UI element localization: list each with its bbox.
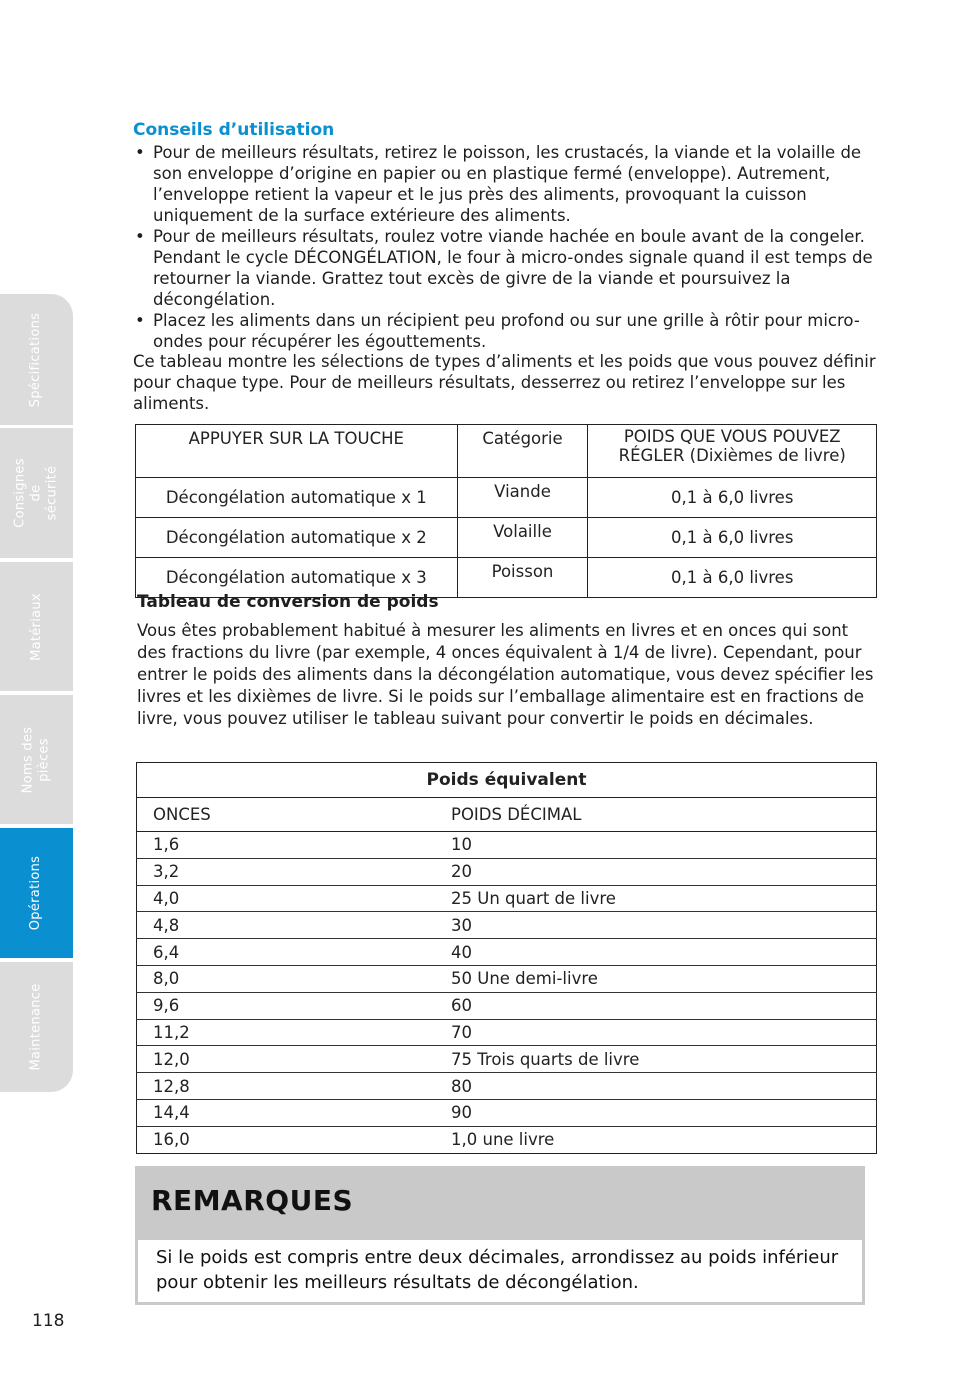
table-row (136, 478, 877, 518)
table-cell: Poisson (457, 558, 588, 598)
intro-paragraph: Ce tableau montre les sélections de types d’aliments et les poids que vous pouvez définir pour chaque type. Pour de meilleurs résultats, desserrez ou retirez l’enveloppe sur les aliments. (133, 352, 876, 413)
list-item: • Placez les aliments dans un récipient peu profond ou sur une grille à rôtir pour micro-ondes pour récupérer les égouttements. (133, 310, 893, 352)
page-number: 118 (32, 1311, 65, 1331)
table-row (137, 912, 877, 939)
table-cell: 40 (435, 939, 877, 966)
table-cell: 0,1 à 6,0 livres (588, 558, 877, 598)
tab-specifications[interactable] (0, 294, 73, 425)
table-row (137, 992, 877, 1019)
table-row (137, 1019, 877, 1046)
conversion-heading: Tableau de conversion de poids (137, 592, 439, 612)
table-row (137, 939, 877, 966)
table-title: Poids équivalent (137, 763, 877, 798)
tab-label: Maintenance (28, 983, 44, 1071)
table-header-row (136, 425, 877, 478)
tab-label: Opérations (28, 855, 44, 931)
table-row (137, 1126, 877, 1153)
table-cell: 12,0 (137, 1046, 436, 1073)
table-row (137, 1099, 877, 1126)
table-row (137, 1046, 877, 1073)
table-cell: 0,1 à 6,0 livres (588, 478, 877, 518)
table-cell: 4,0 (137, 885, 436, 912)
table-cell: 9,6 (137, 992, 436, 1019)
table-cell: 11,2 (137, 1019, 436, 1046)
table-title-row (137, 763, 877, 798)
header-cell: APPUYER SUR LA TOUCHE (136, 425, 458, 478)
table-cell: 30 (435, 912, 877, 939)
table-cell: 8,0 (137, 965, 436, 992)
table-cell: 1,6 (137, 832, 436, 859)
tips-list (133, 142, 893, 352)
conversion-paragraph: Vous êtes probablement habitué à mesurer les aliments en livres et en onces qui sont des fractions du livre (par exemple, 4 onces équivalent à 1/4 de livre). Cependant, pour entrer le poids des aliments dans la décongélation automatique, vous devez spécifier les livres et les dixièmes de livre. Si le poids sur l’emballage alimentaire est en fractions de livre, vous pouvez utiliser le tableau suivant pour convertir le poids en décimales. (137, 621, 874, 728)
table-cell: 70 (435, 1019, 877, 1046)
header-cell: ONCES (137, 798, 436, 832)
table-row (137, 965, 877, 992)
list-item: • Pour de meilleurs résultats, roulez votre viande hachée en boule avant de la congeler. Pendant le cycle DÉCONGÉLATION, le four à micro-ondes signale quand il est temps de retourner la viande. Grattez tout excès de givre de la viande et poursuivez la décongélation. (133, 226, 893, 310)
table-cell: Volaille (457, 518, 588, 558)
table-cell: 16,0 (153, 1130, 190, 1150)
header-cell: POIDS QUE VOUS POUVEZ RÉGLER (Dixièmes de livre) (588, 425, 877, 478)
table-cell: Décongélation automatique x 2 (136, 518, 458, 558)
tab-noms-des-pieces[interactable] (0, 695, 73, 824)
tab-materiaux[interactable] (0, 562, 73, 691)
tab-maintenance[interactable] (0, 962, 73, 1092)
tab-operations[interactable] (0, 828, 73, 958)
table-cell: Décongélation automatique x 3 (136, 558, 458, 598)
remarques-heading: REMARQUES (151, 1184, 354, 1217)
table-cell: 6,4 (137, 939, 436, 966)
table-cell: 75 Trois quarts de livre (435, 1046, 877, 1073)
table-row (137, 885, 877, 912)
table-cell: 25 Un quart de livre (435, 885, 877, 912)
tab-label: Noms des pièces (20, 726, 52, 793)
table-row (137, 858, 877, 885)
header-cell: POIDS DÉCIMAL (435, 798, 877, 832)
table-cell: 3,2 (137, 858, 436, 885)
defrost-table (135, 424, 877, 598)
table-cell: 50 Une demi-livre (435, 965, 877, 992)
table-row (137, 832, 877, 859)
tips-heading: Conseils d’utilisation (133, 120, 335, 140)
table-cell: 10 (435, 832, 877, 859)
table-cell: Décongélation automatique x 1 (136, 478, 458, 518)
table-cell: 14,4 (137, 1099, 436, 1126)
table-header-row (137, 798, 877, 832)
table-cell: 0,1 à 6,0 livres (588, 518, 877, 558)
table-row (137, 1073, 877, 1100)
remarques-box (135, 1166, 865, 1305)
tab-label: Consignes de sécurité (12, 458, 60, 528)
table-cell: 1,0 une livre (451, 1130, 555, 1150)
table-cell: 12,8 (137, 1073, 436, 1100)
table-cell: Viande (457, 478, 588, 518)
remarques-text: Si le poids est compris entre deux décimales, arrondissez au poids inférieur pour obtenir les meilleurs résultats de décongélation. (138, 1240, 862, 1302)
table-cell: 60 (435, 992, 877, 1019)
tab-consignes-securite[interactable] (0, 428, 73, 558)
table-row (136, 518, 877, 558)
table-cell: 20 (435, 858, 877, 885)
tab-label: Spécifications (28, 312, 44, 407)
list-item: • Pour de meilleurs résultats, retirez le poisson, les crustacés, la viande et la volaille de son enveloppe d’origine en papier ou en plastique fermé (enveloppe). Autrement, l’enveloppe retient la vapeur et le jus près des aliments, provoquant la cuisson uniquement de la surface extérieure des aliments. (133, 142, 893, 226)
table-cell: 80 (435, 1073, 877, 1100)
table-cell: 90 (435, 1099, 877, 1126)
weight-table (136, 762, 877, 1154)
header-cell: Catégorie (457, 425, 588, 478)
tab-label: Matériaux (28, 592, 44, 661)
table-cell: 4,8 (137, 912, 436, 939)
